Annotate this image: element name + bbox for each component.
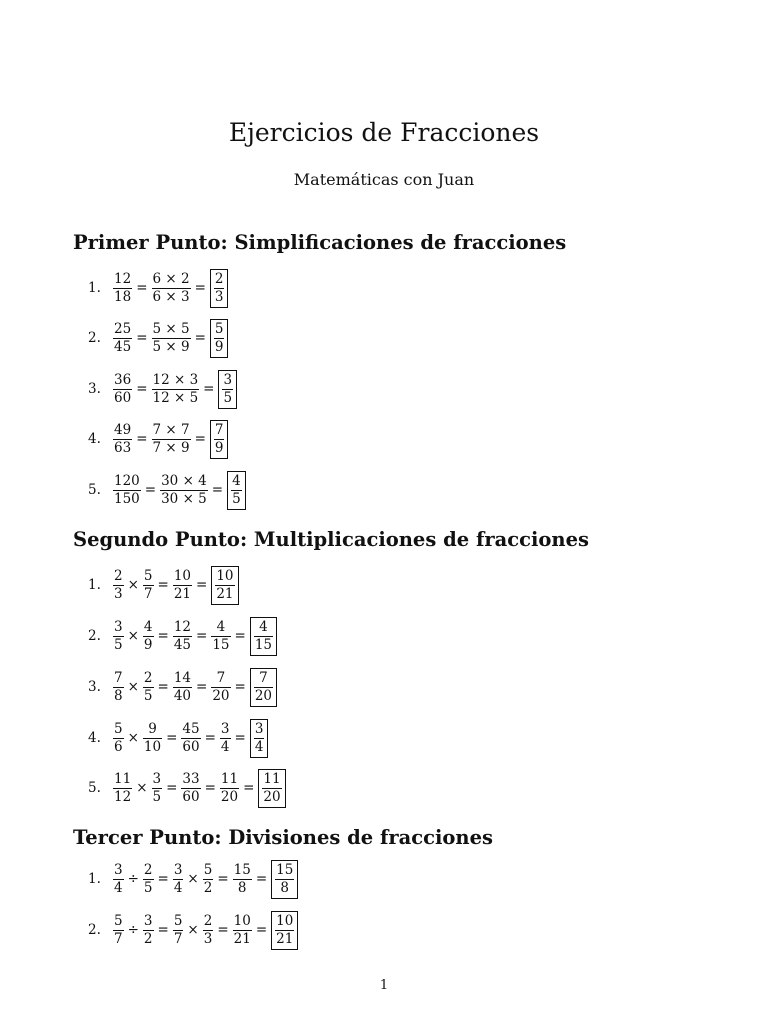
fraction — [211, 619, 230, 654]
denominator: 21 — [233, 930, 251, 947]
denominator: 9 — [214, 338, 224, 355]
denominator: 20 — [263, 788, 281, 805]
exercise-expression — [112, 719, 269, 758]
exercise-item — [88, 857, 299, 901]
numerator: 5 × 5 — [152, 320, 190, 337]
document-subtitle: Matemáticas con Juan — [293, 170, 475, 189]
fraction — [113, 321, 132, 356]
numerator: 7 × 7 — [152, 421, 190, 438]
denominator: 20 — [254, 687, 272, 704]
operator-symbol: = — [136, 330, 148, 346]
section-heading-primer-punto: Primer Punto: Simplificaciones de fracciones — [73, 231, 567, 254]
exercise-number: 5. — [88, 780, 101, 796]
exercise-item — [88, 563, 240, 607]
denominator: 7 — [143, 585, 153, 602]
numerator: 11 — [263, 770, 281, 787]
operator-symbol: ÷ — [127, 871, 139, 887]
numerator: 4 — [216, 618, 226, 635]
boxed-answer-fraction — [210, 420, 229, 459]
fraction — [233, 913, 252, 948]
denominator: 6 — [114, 738, 123, 755]
operator-symbol: = — [234, 628, 246, 644]
operator-symbol: = — [136, 381, 148, 397]
fraction — [113, 422, 132, 457]
exercise-item — [88, 766, 287, 810]
fraction — [143, 568, 154, 603]
denominator: 3 — [203, 930, 213, 947]
fraction — [152, 271, 191, 306]
operator-symbol: = — [157, 679, 169, 695]
exercise-number: 3. — [88, 679, 101, 695]
operator-symbol: × — [136, 780, 148, 796]
operator-symbol: × — [127, 730, 139, 746]
boxed-answer-fraction — [210, 269, 229, 308]
exercise-expression — [112, 617, 278, 656]
exercise-number: 1. — [88, 577, 101, 593]
numerator: 5 — [114, 720, 123, 737]
denominator: 150 — [114, 490, 140, 507]
denominator: 4 — [254, 738, 264, 755]
numerator: 9 — [148, 720, 157, 737]
exercise-item — [88, 614, 278, 658]
numerator: 7 — [214, 421, 224, 438]
operator-symbol: = — [194, 431, 206, 447]
fraction — [173, 862, 184, 897]
boxed-answer-fraction — [227, 471, 246, 510]
denominator: 5 — [143, 879, 153, 896]
fraction — [143, 721, 162, 756]
boxed-answer-fraction — [250, 617, 277, 656]
fraction — [152, 771, 163, 806]
denominator: 10 — [143, 738, 162, 755]
fraction — [220, 771, 239, 806]
boxed-answer-fraction — [271, 911, 298, 950]
fraction — [113, 619, 124, 654]
denominator: 12 — [114, 788, 132, 805]
numerator: 5 — [203, 861, 213, 878]
operator-symbol: = — [194, 280, 206, 296]
denominator: 18 — [114, 288, 132, 305]
denominator: 5 — [223, 389, 233, 406]
exercise-expression — [112, 668, 278, 707]
denominator: 60 — [114, 389, 132, 406]
denominator: 21 — [276, 930, 294, 947]
operator-symbol: = — [234, 679, 246, 695]
numerator: 30 × 4 — [161, 472, 207, 489]
denominator: 3 — [114, 585, 123, 602]
numerator: 5 — [114, 912, 123, 929]
operator-symbol: × — [187, 922, 199, 938]
denominator: 21 — [173, 585, 191, 602]
operator-symbol: = — [157, 577, 169, 593]
numerator: 7 — [259, 669, 268, 686]
denominator: 30 × 5 — [161, 490, 207, 507]
exercise-number: 1. — [88, 871, 101, 887]
fraction — [113, 862, 124, 897]
denominator: 8 — [114, 687, 123, 704]
boxed-answer-fraction — [210, 319, 229, 358]
operator-symbol: = — [157, 922, 169, 938]
fraction — [152, 422, 191, 457]
fraction — [173, 568, 192, 603]
operator-symbol: = — [196, 679, 208, 695]
operator-symbol: × — [127, 628, 139, 644]
operator-symbol: = — [157, 628, 169, 644]
boxed-answer-fraction — [250, 719, 269, 758]
exercise-expression — [112, 769, 287, 808]
operator-symbol: = — [234, 730, 246, 746]
numerator: 10 — [173, 567, 191, 584]
denominator: 4 — [220, 738, 230, 755]
fraction — [233, 862, 252, 897]
exercise-item — [88, 468, 247, 512]
exercise-number: 4. — [88, 431, 101, 447]
fraction — [143, 619, 154, 654]
denominator: 4 — [173, 879, 183, 896]
page-number: 1 — [379, 978, 389, 993]
operator-symbol: = — [166, 780, 178, 796]
denominator: 20 — [212, 687, 230, 704]
numerator: 12 — [114, 270, 132, 287]
fraction — [113, 670, 124, 705]
exercise-expression — [112, 370, 238, 409]
denominator: 63 — [114, 439, 132, 456]
operator-symbol: × — [127, 577, 139, 593]
denominator: 40 — [173, 687, 191, 704]
denominator: 5 — [152, 788, 162, 805]
denominator: 20 — [220, 788, 239, 805]
denominator: 5 — [143, 687, 153, 704]
fraction — [181, 771, 200, 806]
fraction — [113, 473, 141, 508]
fraction — [113, 771, 132, 806]
numerator: 3 — [220, 720, 230, 737]
fraction — [113, 568, 124, 603]
numerator: 12 × 3 — [152, 371, 199, 388]
numerator: 5 — [214, 320, 224, 337]
numerator: 6 × 2 — [152, 270, 190, 287]
fraction — [113, 913, 124, 948]
exercise-item — [88, 316, 229, 360]
boxed-answer-fraction — [250, 668, 277, 707]
operator-symbol: = — [255, 871, 268, 887]
denominator: 4 — [114, 879, 123, 896]
denominator: 15 — [254, 636, 272, 653]
operator-symbol: = — [203, 381, 215, 397]
numerator: 3 — [173, 861, 183, 878]
exercise-expression — [112, 860, 299, 899]
numerator: 2 — [214, 270, 224, 287]
numerator: 3 — [152, 770, 162, 787]
denominator: 3 — [214, 288, 224, 305]
section-heading-segundo-punto: Segundo Punto: Multiplicaciones de fracciones — [73, 528, 589, 551]
operator-symbol: = — [196, 628, 208, 644]
fraction — [143, 670, 154, 705]
operator-symbol: × — [127, 679, 139, 695]
numerator: 120 — [114, 472, 140, 489]
operator-symbol: = — [204, 730, 216, 746]
exercise-expression — [112, 911, 299, 950]
boxed-answer-fraction — [271, 860, 298, 899]
exercise-number: 2. — [88, 922, 101, 938]
operator-symbol: = — [243, 780, 255, 796]
denominator: 7 × 9 — [152, 439, 190, 456]
operator-symbol: = — [157, 871, 169, 887]
numerator: 5 — [173, 912, 183, 929]
denominator: 7 — [114, 930, 123, 947]
fraction — [152, 372, 200, 407]
denominator: 45 — [173, 636, 191, 653]
operator-symbol: = — [255, 922, 268, 938]
fraction — [143, 913, 154, 948]
numerator: 11 — [114, 770, 132, 787]
denominator: 5 — [114, 636, 123, 653]
numerator: 7 — [114, 669, 123, 686]
fraction — [152, 321, 191, 356]
operator-symbol: = — [136, 431, 148, 447]
fraction — [203, 913, 214, 948]
numerator: 36 — [114, 371, 132, 388]
exercise-item — [88, 266, 229, 310]
fraction — [203, 862, 214, 897]
denominator: 6 × 3 — [152, 288, 190, 305]
exercise-number: 2. — [88, 330, 101, 346]
operator-symbol: = — [217, 922, 229, 938]
denominator: 5 × 9 — [152, 338, 190, 355]
exercise-item — [88, 665, 278, 709]
operator-symbol: = — [136, 280, 148, 296]
denominator: 8 — [237, 879, 247, 896]
denominator: 2 — [143, 930, 153, 947]
numerator: 3 — [223, 371, 233, 388]
operator-symbol: ÷ — [127, 922, 139, 938]
numerator: 11 — [220, 770, 239, 787]
operator-symbol: × — [187, 871, 199, 887]
numerator: 3 — [254, 720, 264, 737]
numerator: 25 — [114, 320, 132, 337]
operator-symbol: = — [204, 780, 216, 796]
fraction — [160, 473, 208, 508]
exercise-expression — [112, 471, 247, 510]
denominator: 12 × 5 — [152, 389, 199, 406]
operator-symbol: = — [211, 482, 224, 498]
exercise-number: 1. — [88, 280, 101, 296]
denominator: 9 — [143, 636, 153, 653]
fraction — [173, 619, 192, 654]
numerator: 3 — [114, 618, 123, 635]
operator-symbol: = — [144, 482, 157, 498]
numerator: 10 — [216, 567, 234, 584]
fraction — [113, 721, 124, 756]
exercise-expression — [112, 566, 240, 605]
fraction — [173, 670, 192, 705]
numerator: 10 — [276, 912, 294, 929]
denominator: 60 — [182, 788, 200, 805]
boxed-answer-fraction — [218, 370, 237, 409]
numerator: 10 — [233, 912, 251, 929]
denominator: 21 — [216, 585, 234, 602]
fraction — [143, 862, 154, 897]
boxed-answer-fraction — [211, 566, 238, 605]
exercise-expression — [112, 269, 229, 308]
numerator: 45 — [182, 720, 200, 737]
denominator: 7 — [173, 930, 183, 947]
denominator: 5 — [232, 490, 241, 507]
fraction — [173, 913, 184, 948]
numerator: 33 — [182, 770, 200, 787]
numerator: 12 — [173, 618, 191, 635]
exercise-number: 5. — [88, 482, 101, 498]
document-title: Ejercicios de Fracciones — [228, 118, 540, 147]
numerator: 5 — [143, 567, 153, 584]
numerator: 49 — [114, 421, 132, 438]
numerator: 14 — [173, 669, 191, 686]
denominator: 15 — [212, 636, 230, 653]
operator-symbol: = — [194, 330, 206, 346]
exercise-item — [88, 417, 229, 461]
exercise-item — [88, 908, 299, 952]
numerator: 2 — [203, 912, 213, 929]
numerator: 4 — [143, 618, 153, 635]
exercise-expression — [112, 319, 229, 358]
exercise-number: 4. — [88, 730, 101, 746]
section-heading-tercer-punto: Tercer Punto: Divisiones de fracciones — [73, 826, 493, 849]
numerator: 4 — [259, 618, 268, 635]
operator-symbol: = — [217, 871, 229, 887]
denominator: 2 — [203, 879, 213, 896]
denominator: 9 — [214, 439, 224, 456]
numerator: 15 — [276, 861, 294, 878]
exercise-expression — [112, 420, 229, 459]
numerator: 2 — [114, 567, 123, 584]
fraction — [113, 372, 132, 407]
numerator: 4 — [232, 472, 241, 489]
fraction — [113, 271, 132, 306]
fraction — [211, 670, 230, 705]
denominator: 8 — [280, 879, 290, 896]
exercise-number: 2. — [88, 628, 101, 644]
denominator: 60 — [182, 738, 200, 755]
boxed-answer-fraction — [258, 769, 285, 808]
exercise-number: 3. — [88, 381, 101, 397]
numerator: 15 — [233, 861, 251, 878]
numerator: 3 — [143, 912, 153, 929]
denominator: 45 — [114, 338, 132, 355]
exercise-item — [88, 716, 269, 760]
numerator: 2 — [143, 861, 153, 878]
fraction — [220, 721, 231, 756]
numerator: 3 — [114, 861, 123, 878]
fraction — [181, 721, 200, 756]
operator-symbol: = — [166, 730, 178, 746]
operator-symbol: = — [196, 577, 208, 593]
numerator: 2 — [143, 669, 153, 686]
numerator: 7 — [216, 669, 226, 686]
exercise-item — [88, 367, 238, 411]
